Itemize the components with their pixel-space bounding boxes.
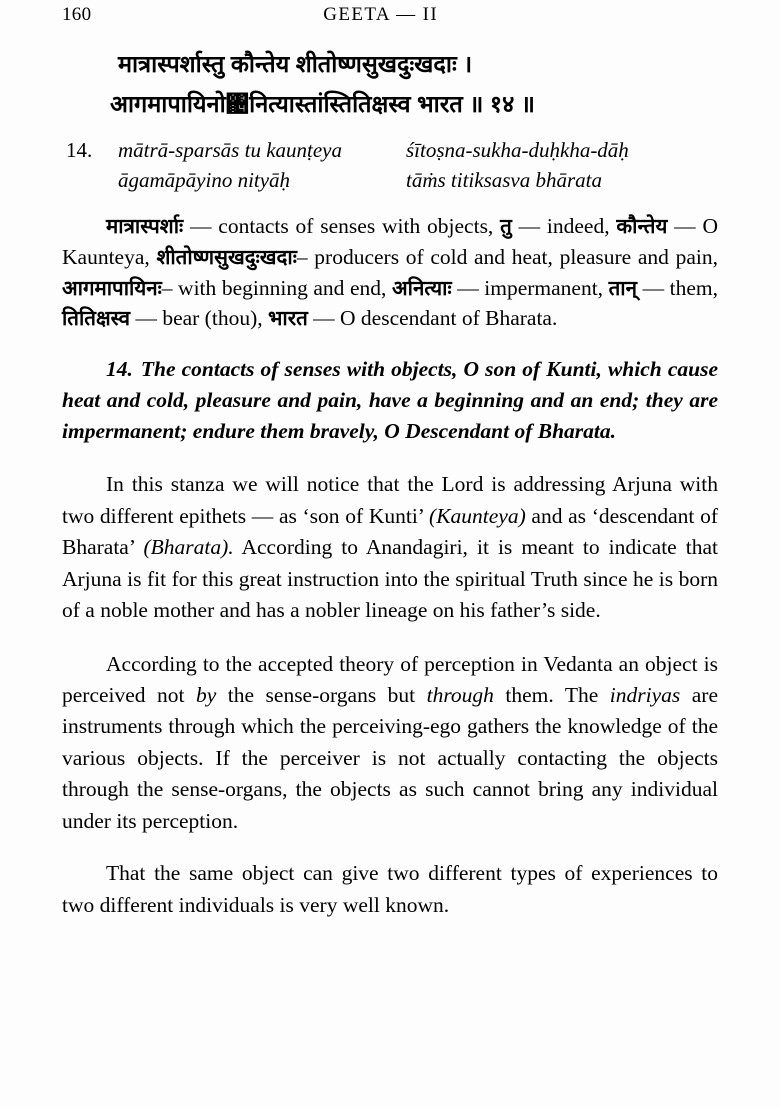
transliteration-line-2b: tāṁs titiksasva bhārata xyxy=(406,168,603,193)
gloss-sanskrit-term: कौन्तेय xyxy=(616,215,668,239)
gloss-sanskrit-term: अनित्याः xyxy=(391,276,452,300)
translation-verse-number: 14. xyxy=(106,357,133,382)
transliteration-line-1 xyxy=(62,135,718,165)
gloss-meaning: — O Kaunteya, xyxy=(62,214,719,270)
transliteration-line-1a: mātrā-sparsās tu kaunṭeya xyxy=(118,137,342,162)
gloss-meaning: — them, xyxy=(637,275,718,300)
commentary-paragraph-1 xyxy=(62,469,718,626)
gloss-meaning: — O descendant of Bharata. xyxy=(307,306,558,331)
page-content xyxy=(62,44,718,921)
gloss-sanskrit-term: तितिक्षस्व xyxy=(62,307,131,331)
gloss-meaning: — indeed, xyxy=(511,214,617,239)
word-by-word-gloss xyxy=(62,211,718,334)
body-text: the sense-organs but xyxy=(216,682,427,707)
gloss-meaning: — contacts of senses with objects, xyxy=(183,214,501,239)
emphasised-text: through xyxy=(426,682,494,707)
commentary-paragraph-2 xyxy=(62,649,718,838)
gloss-meaning: – with beginning and end, xyxy=(161,275,392,300)
gloss-meaning: — bear (thou), xyxy=(130,306,268,331)
gloss-sanskrit-term: भारत xyxy=(267,307,308,331)
body-text: According to Anandagiri, it is meant to indicate that Arjuna is fit for this great instruction into the spiritual Truth since he is born of a noble mother and has a nobler lineage on his father’s side. xyxy=(62,535,718,623)
transliteration-block xyxy=(62,135,718,195)
sanskrit-verse xyxy=(62,44,718,125)
body-text: are instruments through which the perceiving-ego gathers the knowledge of the various objects. If the perceiver is not actually contacting the objects through the sense-organs, the objects as such cannot bring any individual under its perception. xyxy=(62,682,719,833)
transliteration-line-2-text xyxy=(118,165,718,195)
verse-line-2: आगमापायिनो঄नित्यास्तांस्तितिक्षस्व भारत ॥ १४ ॥ xyxy=(110,91,535,118)
gloss-sanskrit-term: शीतोष्णसुखदुःखदाः xyxy=(156,246,297,270)
emphasised-text: by xyxy=(196,682,217,707)
body-text: them. The xyxy=(493,682,610,707)
body-text: and as ‘descendant of Bharata’ xyxy=(62,503,718,560)
transliteration-line-2a: āgamāpāyino nityāḥ xyxy=(118,168,291,193)
emphasised-text: indriyas xyxy=(609,682,681,707)
transliteration-line-1-text xyxy=(118,135,718,165)
emphasised-text: (Bharata). xyxy=(143,535,234,560)
translation-text: The contacts of senses with objects, O son of Kunti, which cause heat and cold, pleasure and pain, have a beginning and an end; they are impermanent; endure them bravely, O Descendant of Bharata. xyxy=(62,357,718,444)
body-text: In this stanza we will notice that the Lord is addressing Arjuna with two different epithets — as ‘son of Kunti’ xyxy=(62,472,718,528)
verse-line-1: मात्रास्पर्शास्तु कौन्तेय शीतोष्णसुखदुःखदाः । xyxy=(118,51,473,77)
body-text: That the same object can give two different types of experiences to two different individuals is very well known. xyxy=(62,861,718,917)
page-number: 160 xyxy=(62,4,92,25)
transliteration-line-1b: śītoṣna-sukha-duḥkha-dāḥ xyxy=(406,137,629,162)
gloss-sanskrit-term: आगमापायिनः xyxy=(62,276,162,300)
gloss-sanskrit-term: मात्रास्पर्शाः xyxy=(106,215,184,239)
emphasised-text: (Kaunteya) xyxy=(429,503,526,528)
transliteration-verse-number: 14. xyxy=(66,137,93,162)
commentary-paragraph-3 xyxy=(62,858,718,921)
body-text: According to the accepted theory of perception in Vedanta an object is perceived not xyxy=(62,651,718,707)
running-head-title: GEETA — II xyxy=(323,4,439,25)
gloss-sanskrit-term: तान् xyxy=(608,276,637,300)
gloss-meaning: – producers of cold and heat, pleasure and pain, xyxy=(296,245,718,270)
transliteration-line-2 xyxy=(62,165,718,195)
gloss-sanskrit-term: तु xyxy=(500,215,512,239)
verse-translation xyxy=(62,354,718,447)
running-head xyxy=(62,4,718,28)
gloss-meaning: — impermanent, xyxy=(451,275,609,300)
